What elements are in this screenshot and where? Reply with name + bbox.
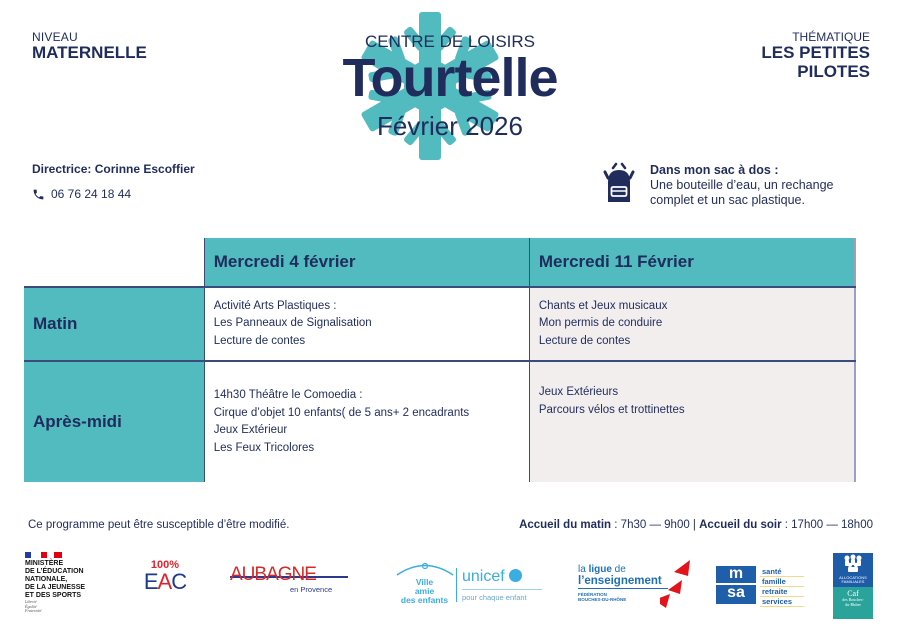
ministere-line: DE L’ÉDUCATION xyxy=(25,568,84,575)
activity-item: Jeux Extérieurs xyxy=(538,386,619,398)
ville-line: amie xyxy=(414,586,435,596)
cell-apres-midi-day-2 xyxy=(529,361,855,482)
ligue-arrows-icon xyxy=(660,560,692,608)
table-header-row xyxy=(24,238,855,287)
ville-line: des enfants xyxy=(400,595,449,605)
caf-family-icon xyxy=(842,554,864,574)
activity-item: Jeux Extérieur xyxy=(213,424,288,436)
backpack-title: Dans mon sac à dos : xyxy=(650,163,779,177)
row-label-matin: Matin xyxy=(24,287,204,361)
centre-label: CENTRE DE LOISIRS xyxy=(364,32,536,51)
header-empty-cell xyxy=(24,238,204,287)
cell-matin-day-2 xyxy=(529,287,855,361)
aubagne-sub: en Provence xyxy=(290,584,333,594)
ligue-la: la xyxy=(578,564,589,575)
column-header-day-2: Mercredi 11 Février xyxy=(529,238,855,287)
aubagne-logo xyxy=(230,565,352,594)
motto-line: Égalité xyxy=(25,603,37,609)
unicef-sub: pour chaque enfant xyxy=(462,589,542,602)
caf-name: Caf xyxy=(847,589,859,598)
cell-matin-day-1 xyxy=(204,287,529,361)
thematique-label: THÉMATIQUE xyxy=(792,30,870,44)
caf-top-line: ALLOCATIONS xyxy=(839,574,867,580)
row-label-apres-midi: Après-midi xyxy=(24,361,204,482)
backpack-line-1: Une bouteille d’eau, un rechange xyxy=(650,178,834,192)
backpack-line-2: complet et un sac plastique. xyxy=(650,193,805,207)
ville-line: Ville xyxy=(415,577,434,587)
caf-top xyxy=(833,553,873,587)
msa-box xyxy=(716,566,756,604)
month-label: Février 2026 xyxy=(377,111,523,141)
eac-letters xyxy=(140,571,190,593)
caf-logo xyxy=(833,553,873,619)
motto-line: Fraternité xyxy=(25,608,42,613)
thematique-value: LES PETITES PILOTES xyxy=(761,43,870,81)
ministere-line: ET DES SPORTS xyxy=(25,592,82,599)
msa-m: m xyxy=(716,566,756,585)
ministere-line: DE LA JEUNESSE xyxy=(25,584,86,591)
ligue-federation: FÉDÉRATION xyxy=(578,592,607,597)
backpack-note xyxy=(650,163,833,208)
activity-item: Les Feux Tricolores xyxy=(213,441,315,454)
msa-logo xyxy=(716,566,806,606)
eac-a: A xyxy=(157,569,172,594)
unicef-globe-icon xyxy=(509,569,522,582)
french-flag-icon xyxy=(25,552,95,558)
motto-line: Liberté xyxy=(25,599,37,604)
unicef-name: unicef xyxy=(462,568,505,585)
cell-apres-midi-day-1 xyxy=(204,361,529,482)
accueil-matin-value: : 7h30 — 9h00 | xyxy=(611,519,700,531)
ministere-line: MINISTÈRE xyxy=(25,560,64,567)
phone-number: 06 76 24 18 44 xyxy=(51,187,132,201)
caf-bottom xyxy=(833,587,873,619)
ville-amie-icon xyxy=(395,562,455,576)
page-title: Tourtelle xyxy=(342,48,558,108)
accueil-hours xyxy=(519,519,873,531)
msa-word: services xyxy=(760,597,804,607)
activity-item: Lecture de contes xyxy=(538,334,631,347)
table-row-matin xyxy=(24,287,855,361)
eac-c: C xyxy=(171,569,187,594)
niveau-label: NIVEAU xyxy=(32,30,78,44)
activity-item: Mon permis de conduire xyxy=(538,317,663,330)
msa-sa: sa xyxy=(727,584,745,601)
ligue-logo xyxy=(578,564,693,602)
activity-item: Les Panneaux de Signalisation xyxy=(213,317,372,330)
ligue-de: de xyxy=(611,564,626,575)
activity-item: Activité Arts Plastiques : xyxy=(213,299,337,312)
aubagne-name: AUBAGNE xyxy=(230,564,316,585)
caf-sub-line: des Bouches- xyxy=(842,597,864,602)
table-row-apres-midi xyxy=(24,361,855,482)
accueil-matin-label: Accueil du matin xyxy=(519,519,612,531)
backpack-icon xyxy=(603,162,635,204)
msa-word: retraite xyxy=(760,587,804,597)
niveau-value: MATERNELLE xyxy=(32,43,147,62)
column-header-day-1: Mercredi 4 février xyxy=(204,238,529,287)
unicef-logo xyxy=(456,568,542,602)
activity-item: 14h30 Théâtre le Comoedia : xyxy=(213,389,363,401)
accueil-soir-label: Accueil du soir xyxy=(699,519,782,531)
caf-sub-line: du-Rhône xyxy=(845,601,861,607)
activity-item: Chants et Jeux musicaux xyxy=(538,299,668,312)
program-note: Ce programme peut être susceptible d’être modifié. xyxy=(28,519,290,531)
ville-amie-logo xyxy=(392,562,457,605)
msa-word: famille xyxy=(760,577,804,587)
schedule-table xyxy=(24,238,856,482)
ligue-region: BOUCHES-DU-RHÔNE xyxy=(578,597,627,602)
caf-top-line: FAMILIALES xyxy=(841,579,865,584)
ministere-logo xyxy=(25,552,95,614)
ligue-ligue: ligue xyxy=(588,564,612,575)
ligue-enseignement: l’enseignement xyxy=(578,575,668,589)
directrice: Directrice: Corinne Escoffier xyxy=(32,162,195,176)
msa-words xyxy=(760,567,804,607)
activity-item: Cirque d’objet 10 enfants( de 5 ans+ 2 encadrants xyxy=(213,406,470,419)
activity-item: Parcours vélos et trottinettes xyxy=(538,403,685,416)
phone xyxy=(32,187,131,201)
eac-percent: 100% xyxy=(150,559,180,571)
eac-e: E xyxy=(143,569,158,594)
activity-item: Lecture de contes xyxy=(213,334,306,347)
eac-logo xyxy=(140,560,190,593)
phone-icon xyxy=(32,188,45,201)
accueil-soir-value: : 17h00 — 18h00 xyxy=(781,519,873,531)
ministere-line: NATIONALE, xyxy=(25,576,68,583)
msa-word: santé xyxy=(760,567,804,577)
